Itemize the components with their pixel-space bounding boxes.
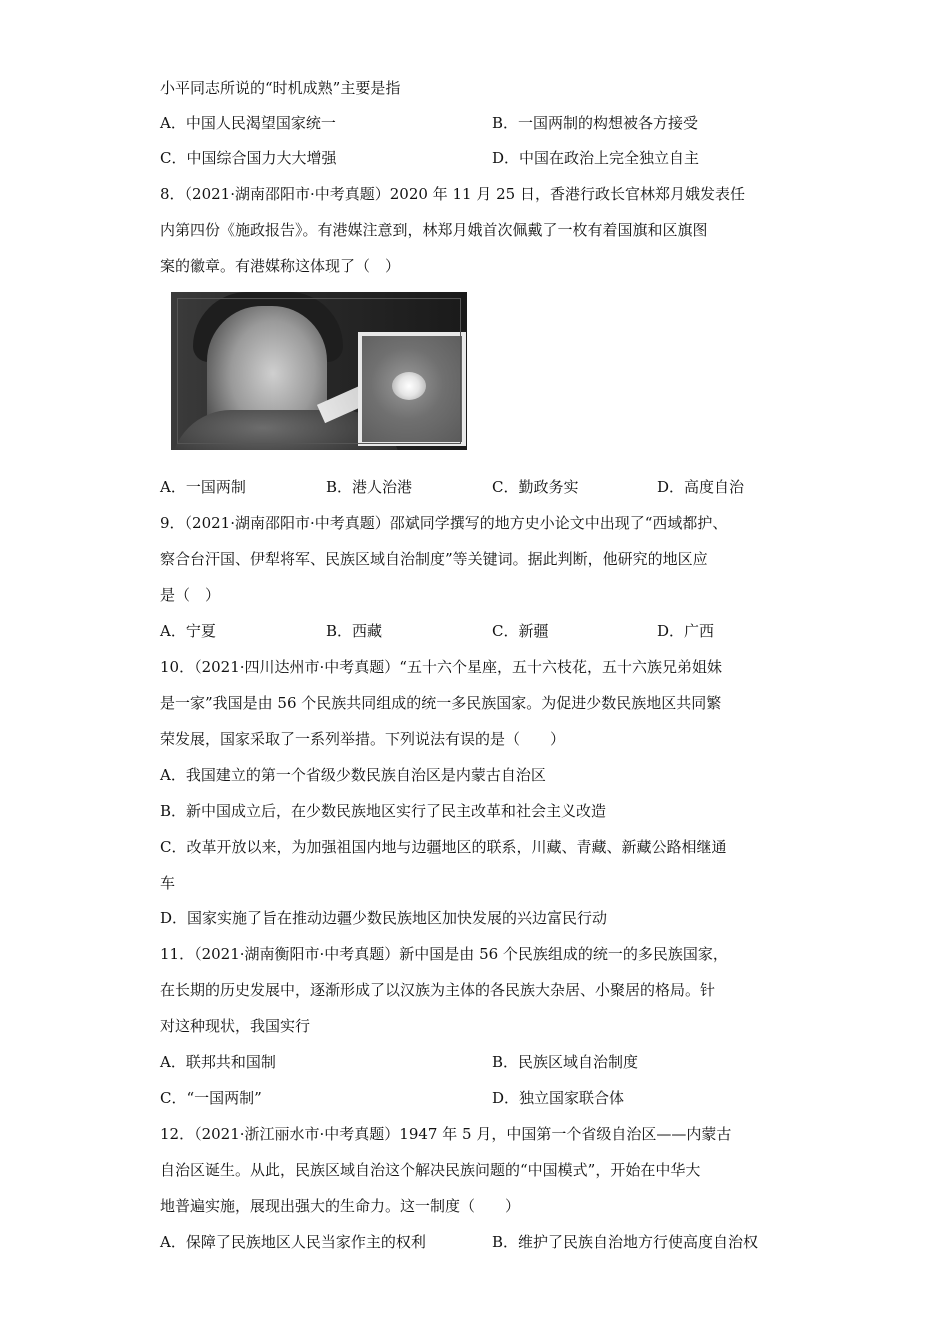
- q7-option-c: C．中国综合国力大大增强: [160, 149, 337, 167]
- q7-option-a: A．中国人民渴望国家统一: [160, 114, 336, 132]
- q10-stem-line-2: 是一家”我国是由 56 个民族共同组成的统一多民族国家。为促进少数民族地区共同繁: [160, 694, 722, 712]
- q11-option-b: B．民族区域自治制度: [492, 1053, 639, 1071]
- q9-option-a: A．宁夏: [160, 622, 216, 640]
- q8-option-b: B．港人治港: [326, 478, 413, 496]
- q9-option-c: C．新疆: [492, 622, 549, 640]
- q10-option-b: B．新中国成立后，在少数民族地区实行了民主改革和社会主义改造: [160, 802, 607, 820]
- q11-stem-line-3: 对这种现状，我国实行: [160, 1017, 311, 1035]
- q12-stem-line-2: 自治区诞生。从此，民族区域自治这个解决民族问题的“中国模式”，开始在中华大: [160, 1161, 701, 1179]
- q11-option-d: D．独立国家联合体: [492, 1089, 625, 1107]
- q9-option-d: D．广西: [657, 622, 715, 640]
- q8-option-c: C．勤政务实: [492, 478, 579, 496]
- q10-option-a: A．我国建立的第一个省级少数民族自治区是内蒙古自治区: [160, 766, 546, 784]
- q10-option-d: D．国家实施了旨在推动边疆少数民族地区加快发展的兴边富民行动: [160, 909, 608, 927]
- q8-photo-badge: [171, 292, 467, 450]
- q11-option-a: A．联邦共和国制: [160, 1053, 276, 1071]
- q12-option-b: B．维护了民族自治地方行使高度自治权: [492, 1233, 759, 1251]
- q9-option-b: B．西藏: [326, 622, 383, 640]
- q10-stem-line-1: 10．（2021·四川达州市·中考真题）“五十六个星座，五十六枝花，五十六族兄弟姐妹: [160, 658, 722, 676]
- q7-option-d: D．中国在政治上完全独立自主: [492, 149, 700, 167]
- q8-stem-line-2: 内第四份《施政报告》。有港媒注意到，林郑月娥首次佩戴了一枚有着国旗和区旗图: [160, 221, 708, 239]
- q10-option-c: C．改革开放以来，为加强祖国内地与边疆地区的联系，川藏、青藏、新藏公路相继通: [160, 838, 727, 856]
- q9-stem-line-3: 是（ ）: [160, 586, 221, 604]
- q12-stem-line-1: 12．（2021·浙江丽水市·中考真题）1947 年 5 月，中国第一个省级自治区——内蒙古: [160, 1125, 732, 1143]
- q8-stem-line-1: 8．（2021·湖南邵阳市·中考真题）2020 年 11 月 25 日，香港行政长官林郑月娥发表任: [160, 185, 745, 203]
- q11-stem-line-2: 在长期的历史发展中，逐渐形成了以汉族为主体的各民族大杂居、小聚居的格局。针: [160, 981, 716, 999]
- q10-option-c-cont: 车: [160, 874, 176, 892]
- q12-stem-line-3: 地普遍实施，展现出强大的生命力。这一制度（ ）: [160, 1197, 521, 1215]
- q11-option-c: C．“一国两制”: [160, 1089, 262, 1107]
- q8-option-a: A．一国两制: [160, 478, 246, 496]
- q7-option-b: B．一国两制的构想被各方接受: [492, 114, 699, 132]
- q8-stem-line-3: 案的徽章。有港媒称这体现了（ ）: [160, 257, 401, 275]
- q9-stem-line-1: 9．（2021·湖南邵阳市·中考真题）邵斌同学撰写的地方史小论文中出现了“西域都护、: [160, 514, 728, 532]
- q10-stem-line-3: 荣发展，国家采取了一系列举措。下列说法有误的是（ ）: [160, 730, 566, 748]
- q9-stem-line-2: 察合台汗国、伊犁将军、民族区域自治制度”等关键词。据此判断，他研究的地区应: [160, 550, 708, 568]
- q11-stem-line-1: 11．（2021·湖南衡阳市·中考真题）新中国是由 56 个民族组成的统一的多民族国家，: [160, 945, 728, 963]
- q8-option-d: D．高度自治: [657, 478, 745, 496]
- q12-option-a: A．保障了民族地区人民当家作主的权利: [160, 1233, 426, 1251]
- q7-stem: 小平同志所说的“时机成熟”主要是指: [160, 79, 401, 97]
